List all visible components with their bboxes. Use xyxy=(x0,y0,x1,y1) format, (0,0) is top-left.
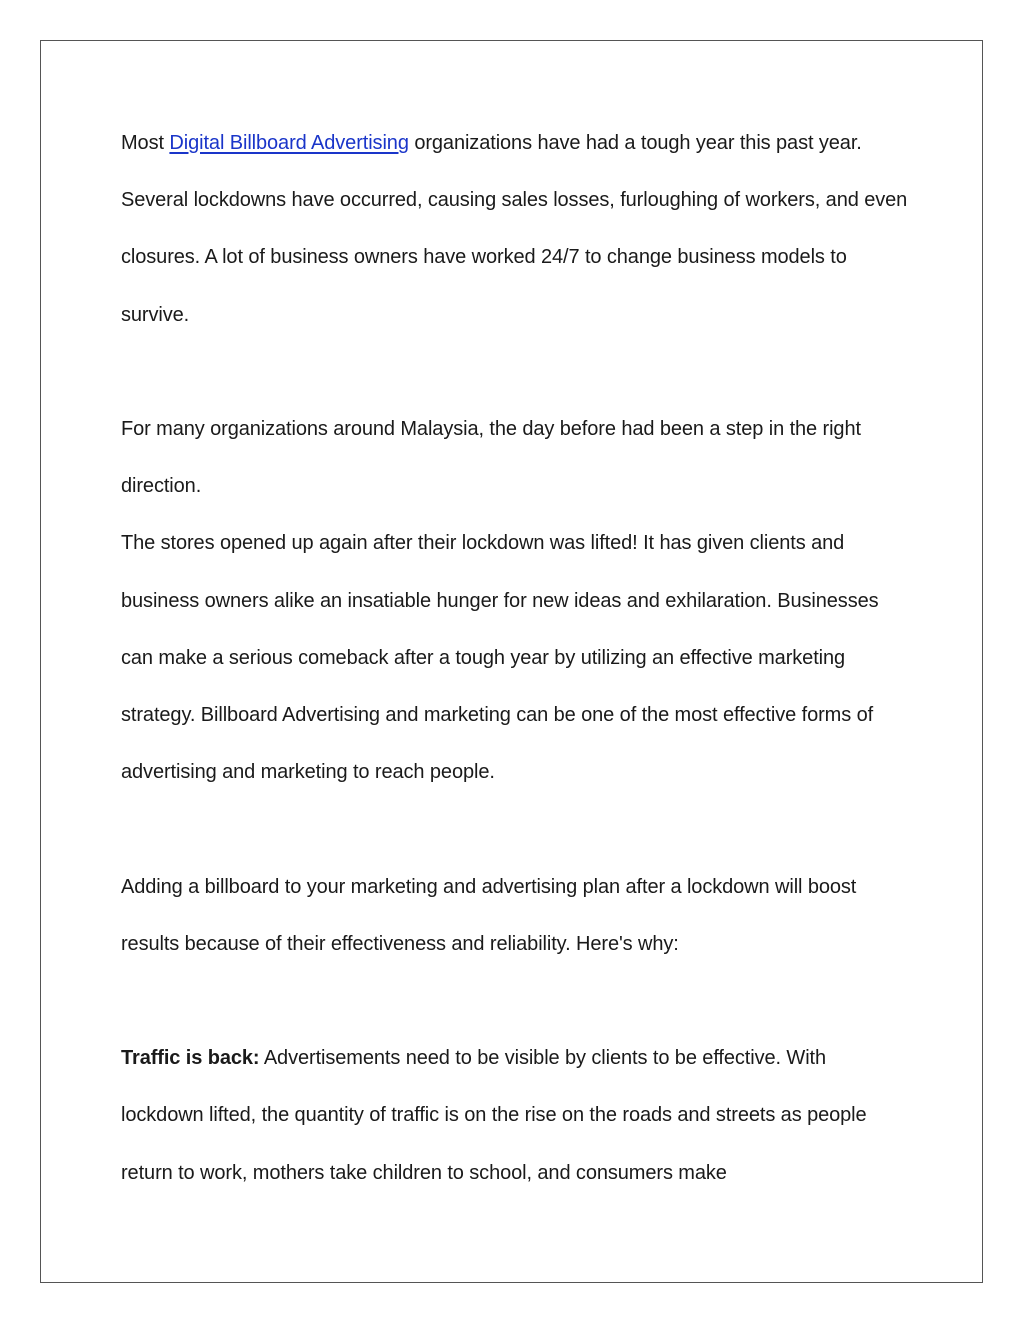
paragraph-spacer xyxy=(121,973,911,1030)
paragraph-malaysia: For many organizations around Malaysia, the day before had been a step in the right direction. xyxy=(121,418,861,498)
paragraph-spacer xyxy=(121,801,911,858)
paragraph-billboard-plan: Adding a billboard to your marketing and advertising plan after a lockdown will boost results because of their effectiveness and reliability. Here's why: xyxy=(121,875,857,955)
intro-text: organizations have had a tough year this past year. Several lockdowns have occurred, causing sales losses, furloughing of workers, and even closures. A lot of business owners have worked 24/7 to change business models to survive. xyxy=(121,132,908,326)
document-body xyxy=(121,115,911,1202)
paragraph-intro xyxy=(121,115,911,344)
traffic-is-back-text: Advertisements need to be visible by clients to be effective. With lockdown lifted, the quantity of traffic is on the rise on the roads and streets as people return to work, mothers take children to school, and consumers make xyxy=(121,1047,867,1184)
paragraph-traffic-is-back xyxy=(121,1030,911,1202)
traffic-is-back-heading: Traffic is back: xyxy=(121,1047,260,1070)
paragraph-stores-reopened: The stores opened up again after their lockdown was lifted! It has given clients and business owners alike an insatiable hunger for new ideas and exhilaration. Businesses can make a serious comeback after a tough year by utilizing an effective marketing strategy. Billboard Advertising and marketing can be one of the most effective forms of advertising and marketing to reach people. xyxy=(121,532,879,784)
digital-billboard-advertising-link[interactable]: Digital Billboard Advertising xyxy=(169,132,409,154)
intro-prefix: Most xyxy=(121,132,170,154)
paragraph-spacer xyxy=(121,344,911,401)
